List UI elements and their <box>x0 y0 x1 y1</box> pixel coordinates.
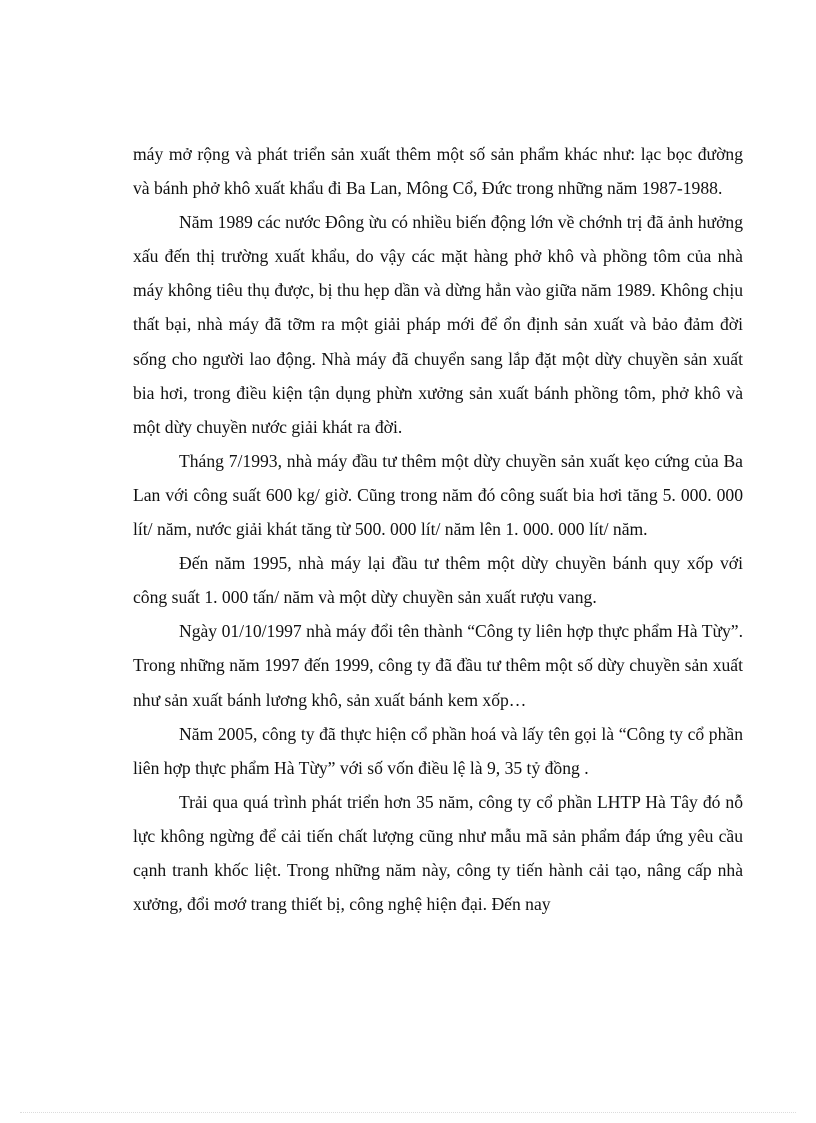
paragraph-1989: Năm 1989 các nước Đông ừu có nhiều biến động lớn về chớnh trị đã ảnh hưởng xấu đến thị trường xuất khẩu, do vậy các mặt hàng phở khô và phồng tôm của nhà máy không tiêu thụ được, bị thu hẹp dần và dừng hẳn vào giữa năm 1989. Không chịu thất bại, nhà máy đã tỡm ra một giải pháp mới để ổn định sản xuất và bảo đảm đời sống cho người lao động. Nhà máy đã chuyển sang lắp đặt một dừy chuyền sản xuất bia hơi, trong điều kiện tận dụng phừn xưởng sản xuất bánh phồng tôm, phở khô và một dừy chuyền nước giải khát ra đời. <box>133 212 743 437</box>
paragraph-2005: Năm 2005, công ty đã thực hiện cổ phần hoá và lấy tên gọi là “Công ty cổ phần liên hợp thực phẩm Hà Từy” với số vốn điều lệ là 9, 35 tỷ đồng . <box>133 723 743 778</box>
paragraph-35-years: Trải qua quá trình phát triển hơn 35 năm, công ty cổ phần LHTP Hà Tây đó nỗ lực không ngừng để cải tiến chất lượng cũng như mẫu mã sản phẩm đáp ứng yêu cầu cạnh tranh khốc liệt. Trong những năm này, công ty tiến hành cải tạo, nâng cấp nhà xưởng, đổi mơớ trang thiết bị, công nghệ hiện đại. Đến nay <box>133 791 743 915</box>
paragraph-1993: Tháng 7/1993, nhà máy đầu tư thêm một dừy chuyền sản xuất kẹo cứng của Ba Lan với công suất 600 kg/ giờ. Cũng trong năm đó công suất bia hơi tăng 5. 000. 000 lít/ năm, nước giải khát tăng từ 500. 000 lít/ năm lên 1. 000. 000 lít/ năm. <box>133 450 743 540</box>
paragraph-1997: Ngày 01/10/1997 nhà máy đổi tên thành “Công ty liên hợp thực phẩm Hà Từy”. Trong những năm 1997 đến 1999, công ty đã đầu tư thêm một số dừy chuyền sản xuất như sản xuất bánh lương khô, sản xuất bánh kem xốp… <box>133 621 743 710</box>
paragraph-1995: Đến năm 1995, nhà máy lại đầu tư thêm một dừy chuyền bánh quy xốp với công suất 1. 000 tấn/ năm và một dừy chuyền sản xuất rượu vang. <box>133 553 743 608</box>
page-bottom-rule <box>20 1112 796 1113</box>
body-text <box>133 137 743 921</box>
paragraph-continuation: máy mở rộng và phát triển sản xuất thêm một số sản phẩm khác như: lạc bọc đường và bánh phở khô xuất khẩu đi Ba Lan, Mông Cổ, Đức trong những năm 1987-1988. <box>133 144 743 199</box>
